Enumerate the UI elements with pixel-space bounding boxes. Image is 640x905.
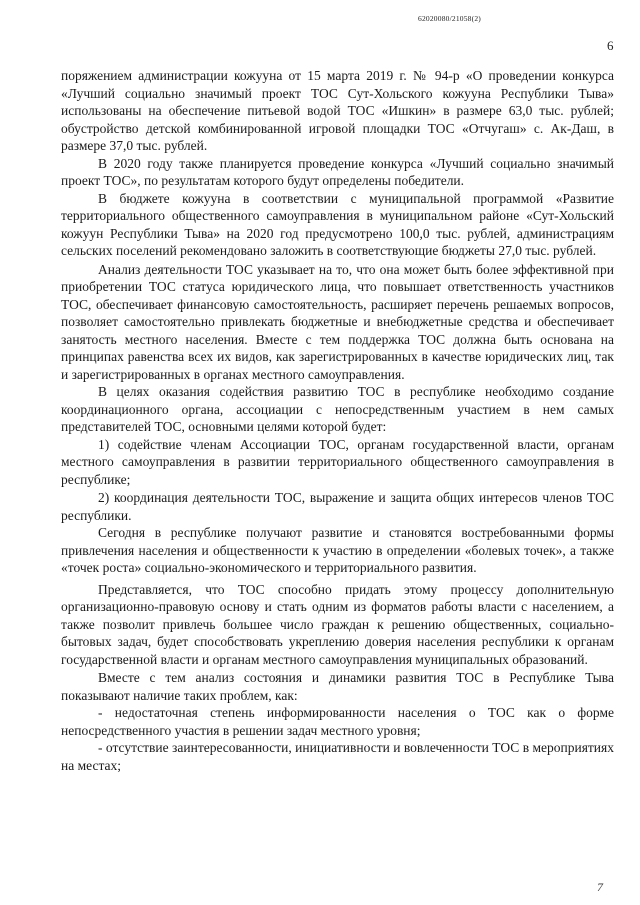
paragraph-budget: В бюджете кожууна в соответствии с муниципальной программой «Развитие территориального общественного самоуправления в муниципальном районе «Сут-Хольский кожуун Республики Тыва» на 2020 год предусмотрено 100,0 тыс. рублей, администрациям сельских поселений рекомендовано заложить в соответствующие бюджеты 27,0 тыс. рублей. [61, 190, 614, 258]
paragraph-contest-2020: В 2020 году также планируется проведение конкурса «Лучший социально значимый проект ТОС», по результатам которого будут определены победители. [61, 155, 614, 188]
page-number: 6 [607, 38, 614, 53]
document-code: 62020080/21058(2) [418, 14, 481, 23]
paragraph-association-goals: В целях оказания содействия развитию ТОС в республике необходимо создание координационного органа, ассоциации с непосредственным участием в нем самых представителей ТОС, основными целями которой будет: [61, 384, 614, 434]
body-text [61, 67, 614, 774]
handwritten-page-mark: 7 [597, 880, 603, 894]
paragraph-tos-role: Представляется, что ТОС способно придать этому процессу дополнительную организационно-правовую основу и стать одним из форматов работы власти с населением, а также позволит привлечь большее число граждан к решению общественных, социально-бытовых задач, будет способствовать укреплению доверия населения республики к органам государственной власти и органам местного самоуправления муниципальных образований. [61, 581, 614, 667]
list-item-problem-2: - отсутствие заинтересованности, инициативности и вовлеченности ТОС в мероприятиях на местах; [61, 740, 614, 773]
list-item-problem-1: - недостаточная степень информированности населения о ТОС как о форме непосредственного участия в решении задач местного уровня; [61, 705, 614, 738]
paragraph-problems-intro: Вместе с тем анализ состояния и динамики развития ТОС в Республике Тыва показывают наличие таких проблем, как: [61, 670, 614, 703]
list-item-goal-1: 1) содействие членам Ассоциации ТОС, органам государственной власти, органам местного самоуправления в развитии территориального общественного самоуправления в республике; [61, 436, 614, 487]
paragraph-today: Сегодня в республике получают развитие и становятся востребованными формы привлечения населения и общественности к участию в определении «болевых точек», а также «точек роста» социально-экономического и территориального развития. [61, 525, 614, 575]
paragraph-analysis: Анализ деятельности ТОС указывает на то, что она может быть более эффективной при приобретении ТОС статуса юридического лица, что повышает ответственность участников ТОС, обеспечивает финансовую самостоятельность, расширяет перечень решаемых вопросов, позволяет самостоятельно привлекать бюджетные и внебюджетные средства и обеспечивает занятость местного населения. Вместе с тем поддержка ТОС должна быть основана на принципах равенства всех их видов, как зарегистрированных в качестве юридических лиц, так и зарегистрированных в органах местного самоуправления. [61, 261, 614, 382]
paragraph-continuation: поряжением администрации кожууна от 15 марта 2019 г. № 94-р «О проведении конкурса «Лучший социально значимый проект ТОС Сут-Хольского кожууна Республики Тыва» использованы на обеспечение питьевой водой ТОС «Ишкин» в размере 63,0 тыс. рублей; обустройство детской комбинированной игровой площадки ТОС «Отчугаш» с. Ак-Даш, в размере 37,0 тыс. рублей. [61, 68, 614, 153]
list-item-goal-2: 2) координация деятельности ТОС, выражение и защита общих интересов членов ТОС республики. [61, 490, 614, 523]
